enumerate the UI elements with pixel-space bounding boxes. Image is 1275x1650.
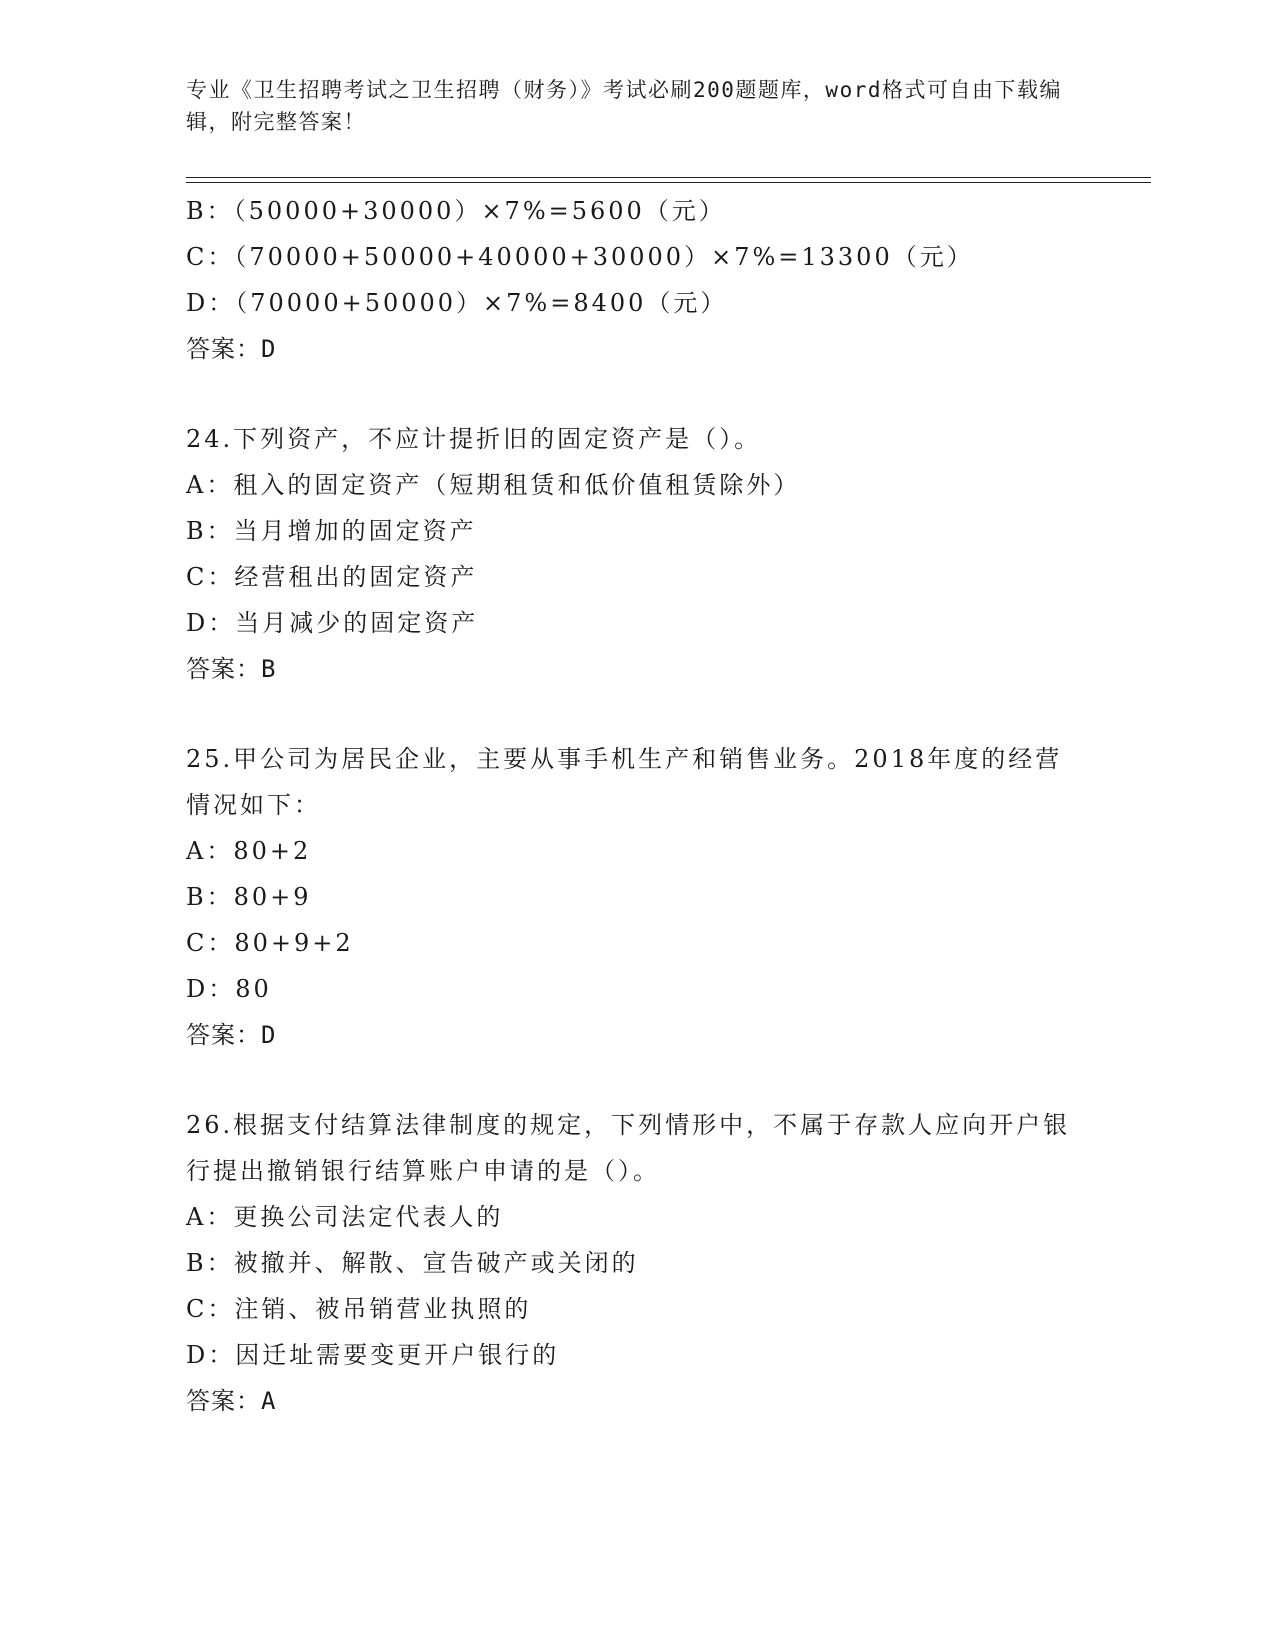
option-b: B：被撤并、解散、宣告破产或关闭的 xyxy=(186,1249,639,1277)
question-text: 25.甲公司为居民企业，主要从事手机生产和销售业务。2018年度的经营情况如下： xyxy=(186,745,1063,819)
answer-line: 答案：B xyxy=(186,655,277,683)
option-d: D：当月减少的固定资产 xyxy=(186,609,479,637)
question-text: 26.根据支付结算法律制度的规定，下列情形中，不属于存款人应向开户银行提出撤销银行结算账户申请的是（）。 xyxy=(186,1111,1071,1185)
header-divider-top xyxy=(186,177,1151,178)
option-d: D：（70000+50000）×7%=8400（元） xyxy=(186,289,728,317)
question-block xyxy=(186,188,1086,372)
answer-line: 答案：D xyxy=(186,335,277,363)
option-c: C：（70000+50000+40000+30000）×7%=13300（元） xyxy=(186,243,974,271)
question-list xyxy=(186,188,1086,1424)
answer-line: 答案：D xyxy=(186,1021,277,1049)
option-d: D：因迁址需要变更开户银行的 xyxy=(186,1341,560,1369)
option-d: D：80 xyxy=(186,975,272,1003)
option-b: B：（50000+30000）×7%=5600（元） xyxy=(186,197,726,225)
question-text: 24.下列资产，不应计提折旧的固定资产是（）。 xyxy=(186,425,762,453)
option-b: B：当月增加的固定资产 xyxy=(186,517,477,545)
question-block xyxy=(186,736,1086,1058)
option-a: A：80+2 xyxy=(186,837,312,865)
option-a: A：租入的固定资产（短期租赁和低价值租赁除外） xyxy=(186,471,801,499)
header-divider-bottom xyxy=(186,182,1151,183)
document-header: 专业《卫生招聘考试之卫生招聘（财务）》考试必刷200题题库，word格式可自由下载编辑，附完整答案！ xyxy=(186,78,1062,134)
question-block xyxy=(186,1102,1086,1424)
option-c: C：经营租出的固定资产 xyxy=(186,563,478,591)
answer-line: 答案：A xyxy=(186,1387,277,1415)
question-block xyxy=(186,416,1086,692)
option-a: A：更换公司法定代表人的 xyxy=(186,1203,504,1231)
option-b: B：80+9 xyxy=(186,883,312,911)
option-c: C：注销、被吊销营业执照的 xyxy=(186,1295,532,1323)
option-c: C：80+9+2 xyxy=(186,929,354,957)
